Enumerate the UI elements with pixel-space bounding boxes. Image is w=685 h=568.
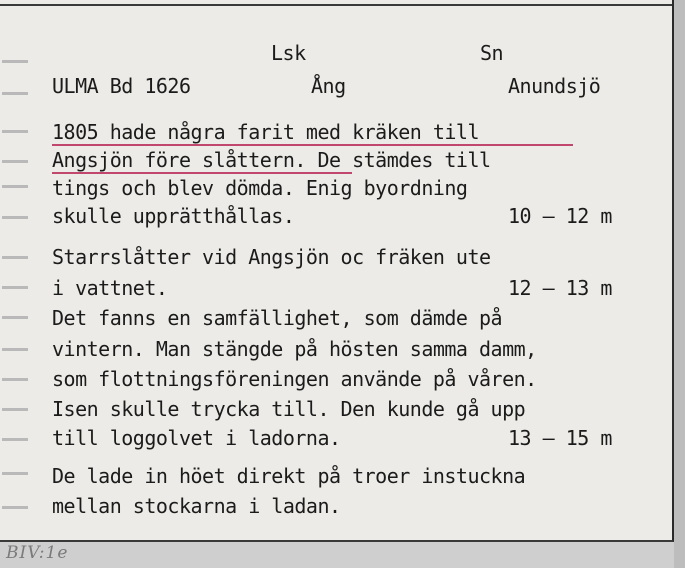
edge-mark: [2, 438, 28, 441]
edge-mark: [2, 216, 28, 219]
reference-1: 10 – 12 m: [508, 204, 612, 228]
edge-mark: [2, 130, 28, 133]
card-line-11: till loggolvet i ladorna.: [52, 426, 341, 450]
edge-mark: [2, 286, 28, 289]
header-code-top: Lsk: [271, 41, 306, 65]
header-parish: Anundsjö: [508, 74, 601, 98]
scan-background-strip: [674, 0, 685, 568]
card-line-1: 1805 hade några farit med kräken till: [52, 120, 480, 144]
edge-mark: [2, 60, 28, 63]
card-line-10: Isen skulle trycka till. Den kunde gå upp: [52, 397, 526, 421]
edge-mark: [2, 408, 28, 411]
card-line-8: vintern. Man stängde på hösten samma damm,: [52, 337, 537, 361]
card-line-7: Det fanns en samfällighet, som dämde på: [52, 306, 503, 330]
card-edge-marks: [0, 0, 36, 540]
header-code-right: Sn: [480, 41, 504, 65]
archive-stamp: BIV:1e: [6, 543, 69, 563]
edge-mark: [2, 316, 28, 319]
edge-mark: [2, 160, 28, 163]
card-line-6: i vattnet.: [52, 276, 168, 300]
header-place: Ång: [311, 74, 346, 98]
card-line-3: tings och blev dömda. Enig byordning: [52, 176, 468, 200]
card-line-2: Angsjön före slåttern. De stämdes till: [52, 148, 491, 172]
card-line-4: skulle upprätthållas.: [52, 204, 295, 228]
edge-mark: [2, 506, 28, 509]
edge-mark: [2, 185, 28, 188]
reference-2: 12 – 13 m: [508, 276, 612, 300]
card-top-border: [0, 4, 672, 6]
card-line-13: mellan stockarna i ladan.: [52, 494, 341, 518]
card-line-9: som flottningsföreningen använde på våren.: [52, 367, 537, 391]
reference-3: 13 – 15 m: [508, 426, 612, 450]
edge-mark: [2, 256, 28, 259]
card-line-5: Starrslåtter vid Angsjön oc fräken ute: [52, 245, 491, 269]
red-underline-1: [52, 144, 573, 146]
edge-mark: [2, 472, 28, 475]
edge-mark: [2, 378, 28, 381]
red-underline-2: [52, 172, 352, 174]
card-line-12: De lade in höet direkt på troer instuckna: [52, 464, 526, 488]
edge-mark: [2, 348, 28, 351]
header-collection: ULMA Bd 1626: [52, 74, 191, 98]
edge-mark: [2, 92, 28, 95]
